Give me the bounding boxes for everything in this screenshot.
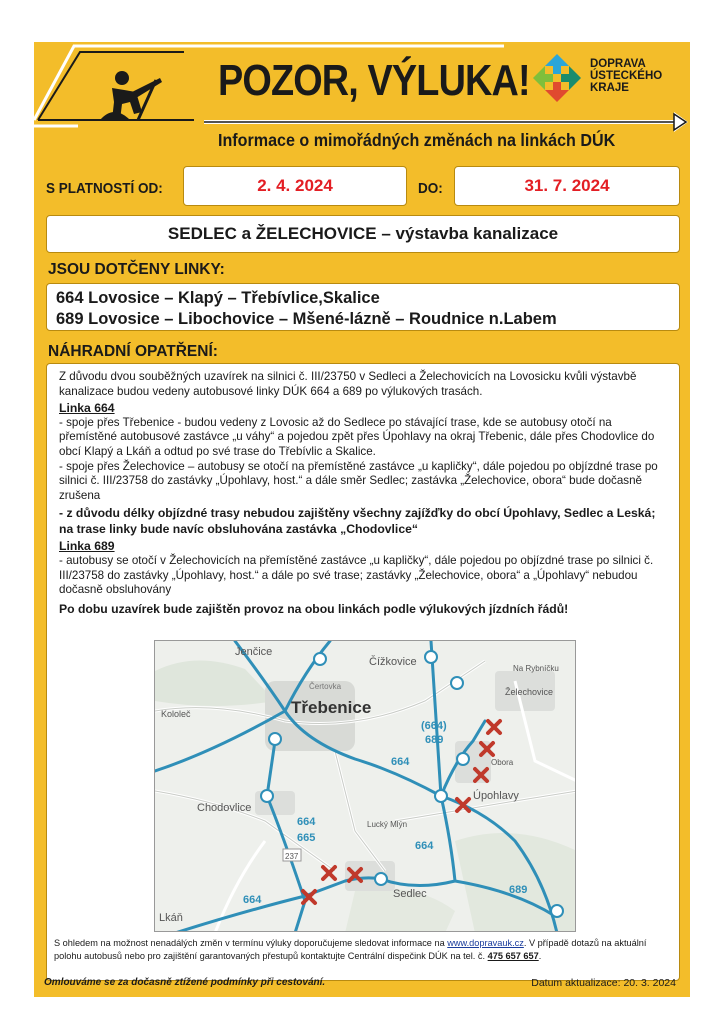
brand-line: DOPRAVA [590,58,646,70]
line-689-paragraph: - autobusy se otočí v Želechovicích na přemístěné zastávce „u kapličky“, dále pojedou po objízdné trase po silnici č. III/23758 do zastávky „Úpohlavy, host.“ a dále po své trase; zastávky „Želechovice, obora“ a „Úpohlavy“ nebudou dočasně obsluhovány [59,553,654,597]
measures-label: NÁHRADNÍ OPATŘENÍ: [48,343,218,360]
bus-stop-icon [425,651,437,663]
route-label: 664 [297,816,316,828]
line-664-paragraph: - spoje přes Želechovice – autobusy se otočí na přemístěné zastávce „u kapličky“, dále pojedou po objízdné trase po silnici č. III/23758 do zastávky „Úpohlavy, host.“ a dále směr Sedlec; zastávka „Želechovice, obora“ bude dočasně zrušena [59,459,658,502]
place-label: Čížkovice [369,656,417,668]
duk-logo-icon [531,52,583,104]
line-664-heading: Linka 664 [59,401,115,416]
update-date: Datum aktualizace: 20. 3. 2024 [531,977,676,989]
bus-stop-icon [269,733,281,745]
place-label: Čertovka [309,682,342,691]
affected-line: 689 Lovosice – Libochovice – Mšené-lázně – Roudnice n.Labem [56,310,557,328]
place-label: Lucký Mlýn [367,820,408,829]
closure-topic: SEDLEC a ŽELECHOVICE – výstavba kanalizace [46,215,680,253]
phone-number[interactable]: 475 657 657 [487,951,539,961]
bus-stop-icon [451,677,463,689]
note-text: S ohledem na možnost nenadálých změn v termínu výluky doporučujeme sledovat informace na [54,938,448,948]
brand-name [590,58,662,94]
place-label: Chodovlice [197,802,252,814]
closing-statement: Po dobu uzavírek bude zajištěn provoz na obou linkách podle výlukových jízdních řádů! [59,601,569,616]
bus-stop-icon [261,790,273,802]
place-label: Třebenice [291,698,372,717]
route-label: 665 [297,832,316,844]
bus-stop-icon [314,653,326,665]
route-label: (664) [421,720,447,732]
note-text: . V případě dotazů na aktuální polohu autobusů nebo pro zajištění garantovaných přestupů kontaktujte Centrální dispečink DÚK na tel. č. [54,938,647,961]
detour-map [154,640,576,932]
route-label: 664 [391,756,410,768]
place-label: Obora [491,758,514,767]
affected-line: 664 Lovosice – Klapý – Třebívlice,Skalice [56,289,380,307]
header [34,42,690,164]
valid-from-value: 2. 4. 2024 [183,166,407,206]
bus-stop-icon [551,905,563,917]
place-label: Želechovice [505,687,554,697]
notice-title: POZOR, VÝLUKA! [218,56,530,105]
valid-to-label: DO: [418,180,443,197]
website-link[interactable]: www.dopravauk.cz [447,938,524,948]
route-label: 689 [425,734,444,746]
route-label: 664 [415,840,434,852]
valid-to-value: 31. 7. 2024 [454,166,680,206]
line-689-heading: Linka 689 [59,539,115,554]
detour-map-svg [155,641,576,932]
note-text: . [538,951,542,961]
bus-stop-icon [457,753,469,765]
roadworker-icon [100,71,162,120]
line-664-warning: - z důvodu délky objízdné trasy nebudou zajištěny všechny zajížďky do obcí Úpohlavy, Sedlec a Leská; na trase linky bude navíc obsluhována zastávka „Chodovlice“ [59,506,656,537]
valid-from-label: S PLATNOSTÍ OD: [46,180,163,197]
affected-lines-box [46,283,680,331]
info-note [54,937,674,963]
route-label: 664 [243,894,262,906]
place-label: Jenčice [235,646,273,658]
place-label: Úpohlavy [473,790,519,802]
road-number: 237 [285,852,299,861]
place-label: Kololeč [161,709,191,719]
brand-line: ÚSTECKÉHO [590,70,663,82]
bus-stop-icon [435,790,447,802]
line-664-paragraph: - spoje přes Třebenice - budou vedeny z Lovosic až do Sedlece po stávající trase, kde se autobusy otočí na přemístěné autobusové zastávce „u váhy“ a pojedou zpět přes Úpohlavy na okraj Třebenic, dále přes Chodovlice do obcí Klapý a Lkáň a odtud po své trase do Třebívlic a Skalice. [59,415,655,458]
notice-sheet [34,42,690,997]
route-label: 689 [509,884,528,896]
apology-text: Omlouváme se za dočasně ztížené podmínky při cestování. [44,977,326,988]
place-label: Na Rybníčku [513,664,559,673]
bus-stop-icon [375,873,387,885]
brand-line: KRAJE [590,82,629,94]
place-label: Sedlec [393,888,427,900]
measures-intro: Z důvodu dvou souběžných uzavírek na silnici č. III/23750 v Sedleci a Želechovicích na Lovosicku kvůli výstavbě kanalizace budou vedeny autobusové linky DÚK 664 a 689 po výlukových trasách. [59,370,637,398]
affected-lines-label: JSOU DOTČENY LINKY: [48,261,225,278]
place-label: Lkáň [159,912,183,924]
notice-subtitle: Informace o mimořádných změnách na linkách DÚK [218,130,616,150]
